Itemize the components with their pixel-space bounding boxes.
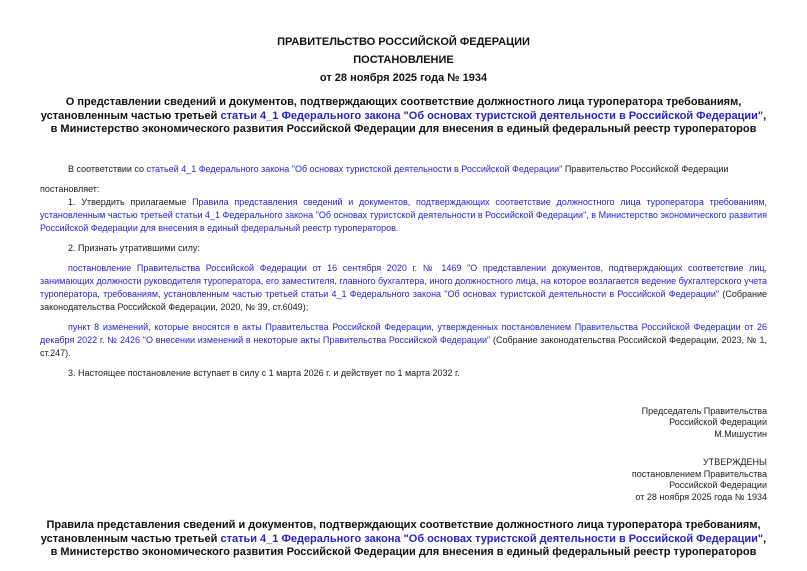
item-2a-paragraph	[40, 262, 767, 314]
signature-title-line-2: Российской Федерации	[669, 417, 767, 427]
title-text-2: , в Министерство экономического развития Российской Федерации для внесения в единый федеральный реестр туроператоров	[50, 109, 767, 135]
signature-block	[40, 406, 767, 441]
intro-law-article-link[interactable]: статьей 4_1 Федерального закона "Об основах туристской деятельности в Российской Федерации"	[146, 163, 563, 174]
signature-name: М.Мишустин	[714, 428, 767, 439]
document-title	[40, 96, 767, 137]
signature-title-line-1: Председатель Правительства	[641, 405, 767, 416]
title-law-article-link[interactable]: статьи 4_1 Федерального закона "Об основах туристской деятельности в Российской Федерации"	[220, 109, 764, 122]
rules-title-law-article-link[interactable]: статьи 4_1 Федерального закона "Об основах туристской деятельности в Российской Федерации"	[220, 532, 764, 545]
item-1-text: 1. Утвердить прилагаемые	[68, 196, 193, 207]
title-text-1: О представлении сведений и документов, подтверждающих соответствие должностного лица туроператора требованиям, установленным частью третьей	[40, 96, 742, 122]
item-2a-citation: (Собрание законодательства Российской Федерации, 2020, № 39, ст.6049);	[40, 288, 767, 312]
item-1-rules-link[interactable]: Правила представления сведений и документов, подтверждающих соответствие должностного лица туроператора требованиям, установленным частью третьей статьи 4_1 Федерального закона "Об основах туристской деятельности в Российской Федерации", в Министерство экономического развития Российской Федерации для внесения в единый федеральный реестр туроператоров.	[40, 196, 768, 233]
authority-name: ПРАВИТЕЛЬСТВО РОССИЙСКОЙ ФЕДЕРАЦИИ	[277, 36, 530, 48]
rules-title	[40, 519, 767, 560]
approved-by-line-1: постановлением Правительства	[631, 468, 767, 479]
item-2b-citation: (Собрание законодательства Российской Федерации, 2023, № 1, ст.247).	[40, 334, 767, 358]
item-2b-paragraph	[40, 321, 767, 360]
document-header	[40, 36, 767, 84]
rules-title-text-1: Правила представления сведений и документов, подтверждающих соответствие должностного лица туроператора требованиям, установленным частью третьей	[40, 519, 761, 545]
document-date-number: от 28 ноября 2025 года № 1934	[319, 72, 488, 84]
rules-title-text-2: , в Министерство экономического развития Российской Федерации для внесения в единый федеральный реестр туроператоров	[50, 532, 767, 558]
intro-text-1: В соответствии со	[68, 163, 147, 174]
document-body	[40, 163, 767, 380]
item-3-paragraph: 3. Настоящее постановление вступает в силу с 1 марта 2026 г. и действует по 1 марта 2032 г.	[68, 367, 460, 378]
item-2-paragraph: 2. Признать утратившими силу:	[68, 242, 200, 253]
item-2a-resolution-1469-link[interactable]: постановление Правительства Российской Федерации от 16 сентября 2020 г. № 1469 "О представлении документов, подтверждающих соответствие лиц, занимающих должности руководителя туроператора, его заместителя, главного бухгалтера, иного должностного лица, на которое возлагается ведение бухгалтерского учета туроператора, требованиям, установленным частью третьей статьи 4_1 Федерального закона "Об основах туристской деятельности в Российской Федерации"	[40, 262, 767, 299]
document-type: ПОСТАНОВЛЕНИЕ	[353, 54, 454, 66]
item-2b-resolution-2426-link[interactable]: пункт 8 изменений, которые вносятся в акты Правительства Российской Федерации, утвержденных постановлением Правительства Российской Федерации от 26 декабря 2022 г. № 2426 "О внесении изменений в некоторые акты Правительства Российской Федерации"	[40, 321, 767, 345]
intro-text-2: Правительство Российской Федерации	[562, 163, 729, 174]
intro-paragraph	[40, 163, 767, 176]
item-1-paragraph	[40, 196, 767, 235]
resolves-line: постановляет:	[40, 183, 100, 194]
approved-by-line-2: Российской Федерации	[669, 480, 767, 490]
approved-date-number: от 28 ноября 2025 года № 1934	[635, 491, 767, 502]
approved-block	[40, 457, 767, 503]
approved-label: УТВЕРЖДЕНЫ	[703, 457, 767, 467]
